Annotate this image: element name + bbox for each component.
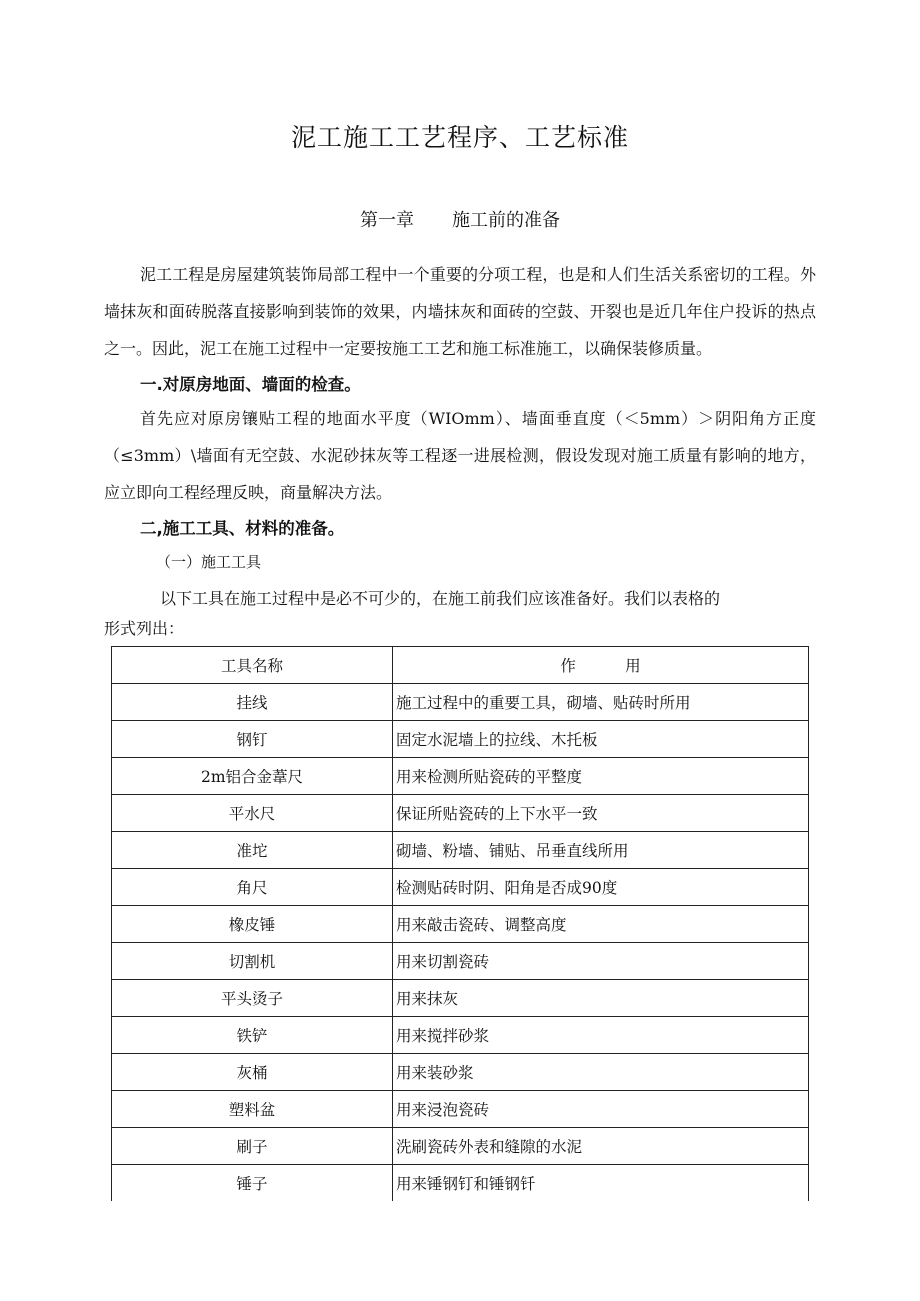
tool-use-cell: 检测贴砖时阴、阳角是否成90度 xyxy=(393,869,809,906)
table-row xyxy=(112,1128,809,1165)
table-row xyxy=(112,869,809,906)
tool-name-cell: 2m铝合金葦尺 xyxy=(112,758,393,795)
tool-name-cell: 刷子 xyxy=(112,1128,393,1165)
table-row xyxy=(112,1091,809,1128)
tool-use-cell: 砌墙、粉墙、铺贴、吊垂直线所用 xyxy=(393,832,809,869)
tool-use-cell: 用来切割瓷砖 xyxy=(393,943,809,980)
table-row xyxy=(112,1054,809,1091)
table-row xyxy=(112,832,809,869)
tool-use-cell: 用来搅拌砂浆 xyxy=(393,1017,809,1054)
tool-use-cell: 用来浸泡瓷砖 xyxy=(393,1091,809,1128)
tool-use-cell: 用来抹灰 xyxy=(393,980,809,1017)
tools-intro-line2: 形式列出： xyxy=(104,619,185,638)
tool-name-cell: 铁铲 xyxy=(112,1017,393,1054)
tool-use-cell: 洗刷瓷砖外表和缝隙的水泥 xyxy=(393,1128,809,1165)
tools-table xyxy=(111,646,809,1201)
section-heading-tools-materials: 二,施工工具、材料的准备。 xyxy=(140,519,345,538)
table-row xyxy=(112,980,809,1017)
chapter-heading xyxy=(0,206,920,232)
tool-use-cell: 用来检测所贴瓷砖的平整度 xyxy=(393,758,809,795)
table-row xyxy=(112,1165,809,1202)
tool-name-cell: 灰桶 xyxy=(112,1054,393,1091)
tool-name-cell: 锤子 xyxy=(112,1165,393,1202)
table-row xyxy=(112,906,809,943)
inspection-paragraph: 首先应对原房镶贴工程的地面水平度（WIOmm）、墙面垂直度（＜5mm）＞阴阳角方正度（≤3mm）\墙面有无空鼓、水泥砂抹灰等工程逐一进展检测，假设发现对施工质量有影响的地方，应立即向工程经理反映，商量解决方法。 xyxy=(104,409,816,502)
tool-name-cell: 塑料盆 xyxy=(112,1091,393,1128)
tool-use-cell: 施工过程中的重要工具，砌墙、贴砖时所用 xyxy=(393,684,809,721)
table-row xyxy=(112,758,809,795)
table-row xyxy=(112,1017,809,1054)
tools-intro-text xyxy=(104,584,816,644)
tools-table-body xyxy=(112,684,809,1202)
tool-name-cell: 挂线 xyxy=(112,684,393,721)
tool-name-cell: 钢钉 xyxy=(112,721,393,758)
tool-name-cell: 平头烫子 xyxy=(112,980,393,1017)
tool-use-cell: 用来装砂浆 xyxy=(393,1054,809,1091)
table-row xyxy=(112,795,809,832)
tool-name-cell: 橡皮锤 xyxy=(112,906,393,943)
document-title: 泥工施工工艺程序、工艺标准 xyxy=(290,123,629,152)
tool-name-cell: 切割机 xyxy=(112,943,393,980)
table-row xyxy=(112,684,809,721)
tool-use-cell: 用来敲击瓷砖、调整高度 xyxy=(393,906,809,943)
tool-name-cell: 角尺 xyxy=(112,869,393,906)
chapter-name: 施工前的准备 xyxy=(452,210,560,231)
tools-intro-line1: 以下工具在施工过程中是必不可少的，在施工前我们应该准备好。我们以表格的 xyxy=(160,589,721,608)
tool-use-cell: 固定水泥墙上的拉线、木托板 xyxy=(393,721,809,758)
section-heading-inspection: 一.对原房地面、墙面的检查。 xyxy=(140,375,361,394)
tool-name-cell: 平水尺 xyxy=(112,795,393,832)
table-row xyxy=(112,721,809,758)
header-tool-name: 工具名称 xyxy=(112,647,393,684)
subsection-tools: （一）施工工具 xyxy=(156,553,262,571)
chapter-number: 第一章 xyxy=(360,210,414,231)
tool-name-cell: 准坨 xyxy=(112,832,393,869)
table-row xyxy=(112,943,809,980)
intro-paragraph: 泥工工程是房屋建筑装饰局部工程中一个重要的分项工程，也是和人们生活关系密切的工程。外墙抹灰和面砖脱落直接影响到装饰的效果，内墙抹灰和面砖的空鼓、开裂也是近几年住户投诉的热点之一。因此，泥工在施工过程中一定要按施工工艺和施工标准施工，以确保装修质量。 xyxy=(104,265,816,358)
table-header-row xyxy=(112,647,809,684)
tool-use-cell: 用来锤钢钉和锤钢钎 xyxy=(393,1165,809,1202)
tool-use-cell: 保证所贴瓷砖的上下水平一致 xyxy=(393,795,809,832)
header-tool-use: 作 用 xyxy=(393,647,809,684)
